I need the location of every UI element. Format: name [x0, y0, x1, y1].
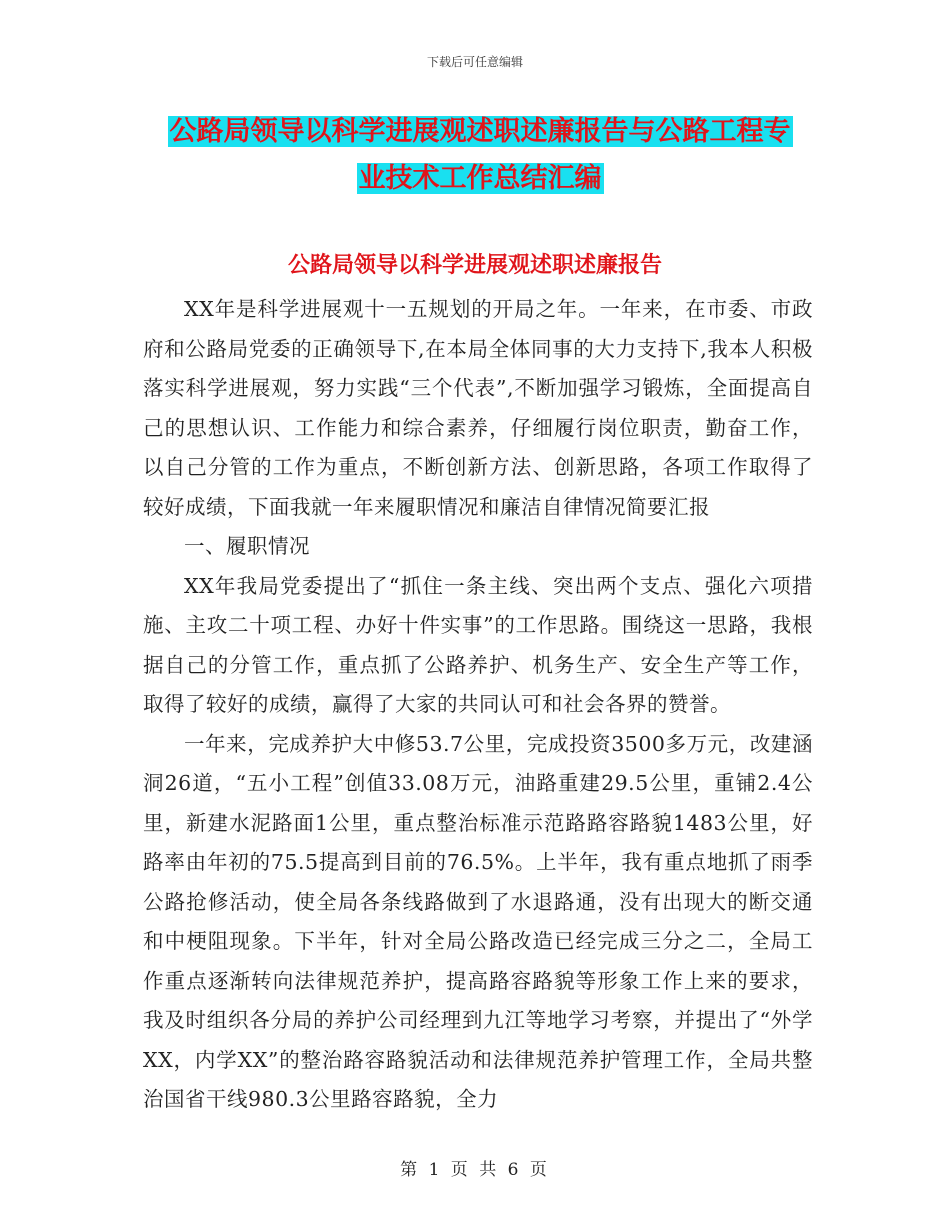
paragraph-heading-1: 一、履职情况: [184, 534, 310, 558]
document-title: [140, 108, 820, 202]
section-title: 公路局领导以科学进展观述职述廉报告: [287, 253, 662, 278]
document-title-line-1: 公路局领导以科学进展观述职述廉报告与公路工程专: [169, 116, 791, 147]
page-footer: 第 1 页 共 6 页: [400, 1160, 550, 1180]
document-body: [143, 290, 813, 1120]
paragraph-work-ideas: XX年我局党委提出了“抓住一条主线、突出两个支点、强化六项措施、主攻二十项工程、办好十件实事”的工作思路。围绕这一思路，我根据自己的分管工作，重点抓了公路养护、机务生产、安全生产等工作，取得了较好的成绩，赢得了大家的共同认可和社会各界的赞誉。: [143, 573, 813, 716]
paragraph-achievements: 一年来，完成养护大中修53.7公里，完成投资3500多万元，改建涵洞26道，“五小工程”创值33.08万元，油路重建29.5公里，重铺2.4公里，新建水泥路面1公里，重点整治标准示范路路容路貌1483公里，好路率由年初的75.5提高到目前的76.5%。上半年，我有重点地抓了雨季公路抢修活动，使全局各条线路做到了水退路通，没有出现大的断交通和中梗阻现象。下半年，针对全局公路改造已经完成三分之二，全局工作重点逐渐转向法律规范养护，提高路容路貌等形象工作上来的要求，我及时组织各分局的养护公司经理到九江等地学习考察，并提出了“外学XX，内学XX”的整治路容路貌活动和法律规范养护管理工作，全局共整治国省干线980.3公里路容路貌，全力: [143, 731, 813, 1111]
paragraph-intro: XX年是科学进展观十一五规划的开局之年。一年来，在市委、市政府和公路局党委的正确领导下,在本局全体同事的大力支持下,我本人积极落实科学进展观，努力实践“三个代表”,不断加强学习锻炼，全面提高自己的思想认识、工作能力和综合素养，仔细履行岗位职责，勤奋工作，以自己分管的工作为重点，不断创新方法、创新思路，各项工作取得了较好成绩，下面我就一年来履职情况和廉洁自律情况简要汇报: [143, 297, 813, 519]
document-title-line-2: 业技术工作总结汇编: [358, 163, 602, 194]
page-header: 下载后可任意编辑: [426, 55, 523, 69]
